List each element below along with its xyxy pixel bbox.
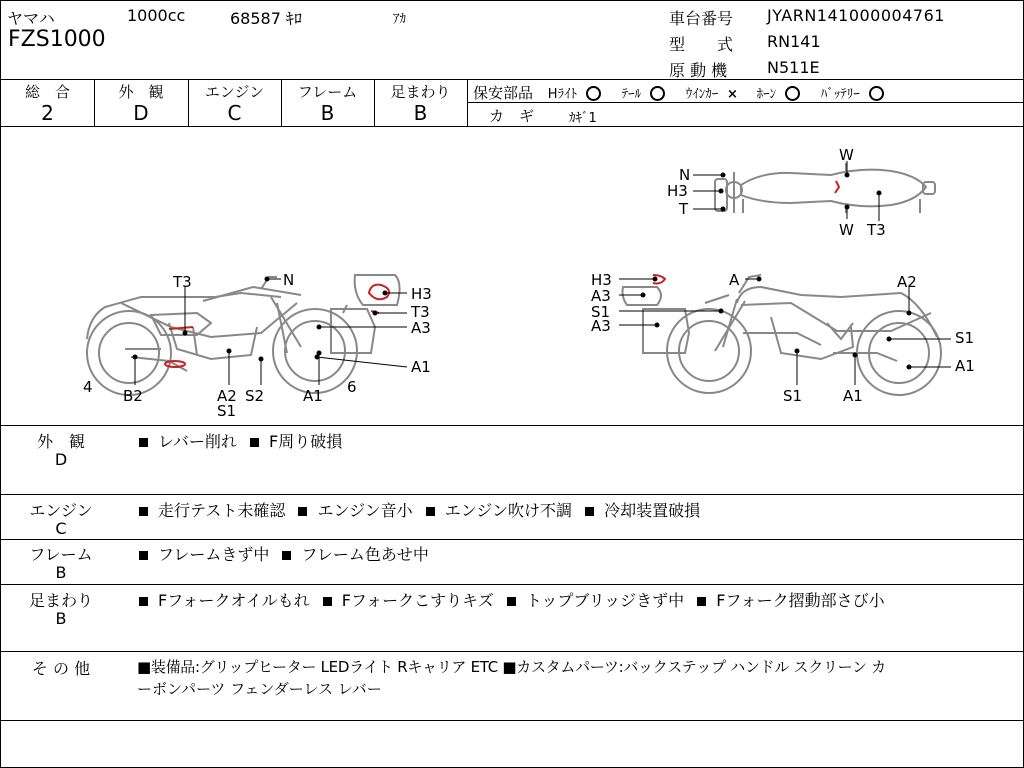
bike-right-view xyxy=(623,275,942,395)
section-grade-frame: B xyxy=(55,563,67,582)
label-left-A2: A2 xyxy=(217,387,237,405)
bullet-square-icon xyxy=(139,597,148,606)
bike-top-view xyxy=(715,163,935,213)
label-top-W1: W xyxy=(839,146,854,164)
label-left-A1b: A1 xyxy=(303,387,323,405)
label-left-S2: S2 xyxy=(245,387,265,405)
list-item: レバー削れ xyxy=(158,432,237,451)
label-right-A3b: A3 xyxy=(591,317,611,335)
section-label-exterior: 外 観 xyxy=(36,432,85,451)
section-grade-engine: C xyxy=(55,519,67,538)
bullet-square-icon xyxy=(139,507,148,516)
bullet-square-icon xyxy=(282,551,291,560)
divider xyxy=(1,720,1023,721)
label-left-N: N xyxy=(283,271,295,289)
key-label: カ ギ xyxy=(489,107,535,125)
safety-parts-row xyxy=(473,82,892,103)
ok-circle-icon xyxy=(785,86,800,101)
displacement: 1000cc xyxy=(127,6,186,25)
divider xyxy=(1,79,1023,80)
list-item: Fフォーク摺動部さび小 xyxy=(716,591,885,610)
divider xyxy=(1,539,1023,540)
safety-title: 保安部品 xyxy=(473,84,534,102)
key-value: ｶｷﾞ1 xyxy=(569,111,597,126)
bullet-square-icon xyxy=(298,507,307,516)
list-item: 冷却装置破損 xyxy=(604,501,701,520)
label-left-B2: B2 xyxy=(123,387,143,405)
bullet-square-icon xyxy=(139,438,148,447)
section-grade-exterior: D xyxy=(54,450,68,469)
model-code: RN141 xyxy=(767,32,821,51)
list-item: トップブリッジきず中 xyxy=(525,591,685,610)
engine-no: N511E xyxy=(767,58,820,77)
grade-value-exterior: D xyxy=(133,101,149,125)
grade-label-exterior: 外 観 xyxy=(118,83,164,101)
grade-label-suspension: 足まわり xyxy=(390,83,451,101)
list-item: フレーム色あせ中 xyxy=(301,545,429,564)
label-left-T3: T3 xyxy=(173,273,192,291)
bullet-square-icon xyxy=(426,507,435,516)
safety-horn-label: ﾎｰﾝ xyxy=(756,87,777,102)
bullet-square-icon xyxy=(697,597,706,606)
engine-label: 原 動 機 xyxy=(669,61,728,80)
frame-no: JYARN141000004761 xyxy=(767,6,945,25)
label-left-6: 6 xyxy=(347,378,357,396)
bike-left-view xyxy=(87,275,400,395)
list-item: Fフォークこすりキズ xyxy=(341,591,494,610)
label-top-N: N xyxy=(679,166,691,184)
bullet-square-icon xyxy=(585,507,594,516)
bullet-square-icon xyxy=(250,438,259,447)
list-item: 走行テスト未確認 xyxy=(158,501,286,520)
list-item: F周り破損 xyxy=(268,432,343,451)
body-color: ｱｶ xyxy=(393,12,406,27)
label-right-S1c: S1 xyxy=(783,387,803,405)
list-item: フレームきず中 xyxy=(158,545,270,564)
grade-value-frame: B xyxy=(320,101,335,125)
safety-battery-label: ﾊﾞｯﾃﾘｰ xyxy=(820,87,860,102)
bullet-square-icon xyxy=(507,597,516,606)
divider xyxy=(1,425,1023,426)
divider xyxy=(1,651,1023,652)
section-label-engine: エンジン xyxy=(29,501,93,520)
section-label-other: そ の 他 xyxy=(31,659,91,678)
label-top-H3: H3 xyxy=(667,182,688,200)
divider xyxy=(1,494,1023,495)
label-left-S1: S1 xyxy=(217,402,237,420)
damage-diagram xyxy=(1,127,1023,425)
maker: ヤマハ xyxy=(7,9,55,28)
section-other-line2: ーボンパーツ フェンダーレス レバー xyxy=(137,680,382,698)
label-left-H3: H3 xyxy=(411,285,432,303)
damage-mark-icon xyxy=(835,181,839,193)
label-right-A2: A2 xyxy=(897,273,917,291)
bullet-square-icon xyxy=(139,551,148,560)
label-left-4: 4 xyxy=(83,378,93,396)
list-item: エンジン音小 xyxy=(317,501,413,520)
safety-winker-label: ｳｲﾝｶｰ xyxy=(685,87,719,102)
grade-label-total: 総 合 xyxy=(24,83,70,101)
label-right-H3: H3 xyxy=(591,271,612,289)
section-label-frame: フレーム xyxy=(29,545,93,564)
grade-label-frame: フレーム xyxy=(297,83,358,101)
ok-circle-icon xyxy=(650,86,665,101)
grade-value-engine: C xyxy=(227,101,242,125)
grade-value-suspension: B xyxy=(413,101,428,125)
label-left-T3b: T3 xyxy=(411,303,430,321)
ok-circle-icon xyxy=(586,86,601,101)
label-top-T3: T3 xyxy=(867,221,886,239)
frame-no-label: 車台番号 xyxy=(669,9,734,28)
section-items-frame xyxy=(139,542,429,565)
ok-circle-icon xyxy=(869,86,884,101)
grade-label-engine: エンジン xyxy=(204,83,265,101)
section-items-engine xyxy=(139,498,700,521)
label-right-A1b: A1 xyxy=(843,387,863,405)
section-other-line1: ■装備品:グリップヒーター LEDライト Rキャリア ETC ■カスタムパーツ:バックステップ ハンドル スクリーン カ xyxy=(137,658,886,676)
section-items-suspension xyxy=(139,588,885,611)
label-right-A: A xyxy=(729,271,740,289)
label-right-A1: A1 xyxy=(955,357,975,375)
safety-tail-label: ﾃｰﾙ xyxy=(621,87,642,102)
label-right-S1b: S1 xyxy=(955,329,975,347)
section-grade-suspension: B xyxy=(55,609,67,628)
section-label-suspension: 足まわり xyxy=(28,591,93,610)
model-code-label: 型 式 xyxy=(669,35,734,54)
divider xyxy=(1,584,1023,585)
list-item: エンジン吹け不調 xyxy=(444,501,572,520)
section-items-exterior xyxy=(139,429,342,452)
grade-value-total: 2 xyxy=(41,101,54,125)
label-right-A3: A3 xyxy=(591,287,611,305)
model-name: FZS1000 xyxy=(8,27,106,52)
label-right-S1: S1 xyxy=(591,303,611,321)
safety-headlight-label: Hﾗｲﾄ xyxy=(547,87,578,102)
label-left-A3: A3 xyxy=(411,319,431,337)
ng-cross-icon: × xyxy=(726,87,738,102)
bullet-square-icon xyxy=(323,597,332,606)
label-left-A1: A1 xyxy=(411,358,431,376)
label-top-T: T xyxy=(679,200,689,218)
mileage: 68587 ｷﾛ xyxy=(230,9,302,28)
label-top-W2: W xyxy=(839,221,854,239)
list-item: Fフォークオイルもれ xyxy=(158,591,310,610)
